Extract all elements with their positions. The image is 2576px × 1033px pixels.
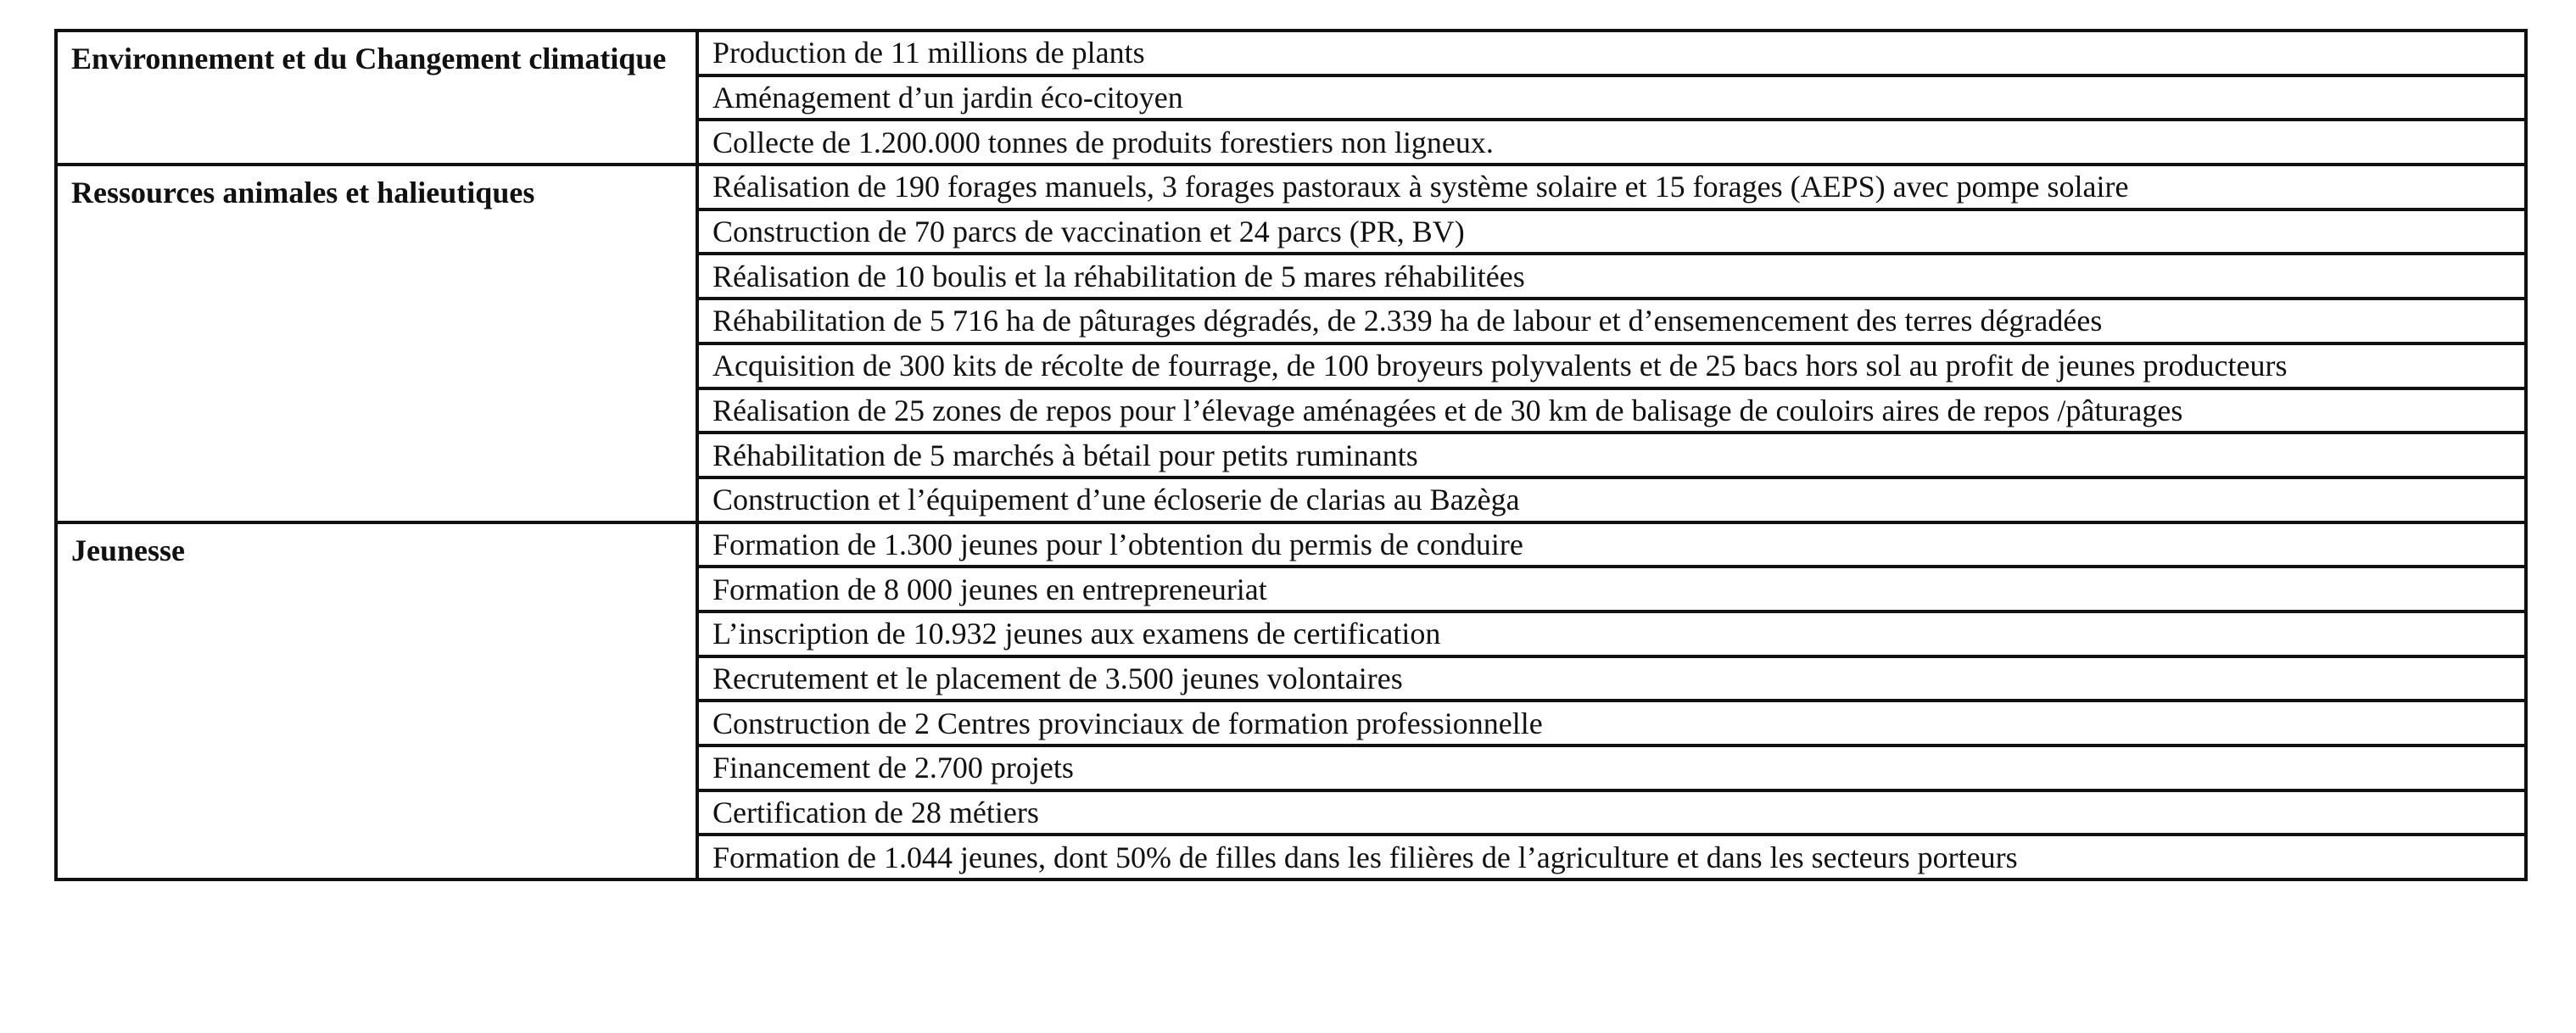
action-cell: Réhabilitation de 5 marchés à bétail pour petits ruminants [697, 433, 2526, 477]
sector-cell: Jeunesse [56, 522, 697, 880]
achievements-table-body [56, 31, 2526, 879]
action-cell: Financement de 2.700 projets [697, 745, 2526, 790]
action-cell: Formation de 8 000 jeunes en entrepreneuriat [697, 567, 2526, 611]
action-cell: Formation de 1.044 jeunes, dont 50% de filles dans les filières de l’agriculture et dans les secteurs porteurs [697, 835, 2526, 879]
action-cell: Collecte de 1.200.000 tonnes de produits forestiers non ligneux. [697, 120, 2526, 165]
action-cell: L’inscription de 10.932 jeunes aux examens de certification [697, 611, 2526, 656]
action-cell: Construction de 2 Centres provinciaux de formation professionnelle [697, 701, 2526, 745]
action-cell: Production de 11 millions de plants [697, 31, 2526, 75]
action-cell: Réalisation de 25 zones de repos pour l’élevage aménagées et de 30 km de balisage de couloirs aires de repos /pâturages [697, 388, 2526, 433]
sector-cell: Environnement et du Changement climatique [56, 31, 697, 165]
action-cell: Recrutement et le placement de 3.500 jeunes volontaires [697, 656, 2526, 701]
action-cell: Réalisation de 10 boulis et la réhabilitation de 5 mares réhabilitées [697, 254, 2526, 299]
action-cell: Acquisition de 300 kits de récolte de fourrage, de 100 broyeurs polyvalents et de 25 bacs hors sol au profit de jeunes producteurs [697, 343, 2526, 388]
action-cell: Construction et l’équipement d’une écloserie de clarias au Bazèga [697, 477, 2526, 522]
sector-cell: Ressources animales et halieutiques [56, 165, 697, 522]
table-row [56, 31, 2526, 75]
action-cell: Formation de 1.300 jeunes pour l’obtention du permis de conduire [697, 522, 2526, 567]
table-row [56, 165, 2526, 209]
action-cell: Réhabilitation de 5 716 ha de pâturages dégradés, de 2.339 ha de labour et d’ensemencement des terres dégradées [697, 299, 2526, 343]
action-cell: Construction de 70 parcs de vaccination et 24 parcs (PR, BV) [697, 209, 2526, 254]
action-cell: Certification de 28 métiers [697, 790, 2526, 835]
table-row [56, 522, 2526, 567]
action-cell: Réalisation de 190 forages manuels, 3 forages pastoraux à système solaire et 15 forages (AEPS) avec pompe solaire [697, 165, 2526, 209]
achievements-table [54, 29, 2528, 881]
action-cell: Aménagement d’un jardin éco-citoyen [697, 75, 2526, 120]
